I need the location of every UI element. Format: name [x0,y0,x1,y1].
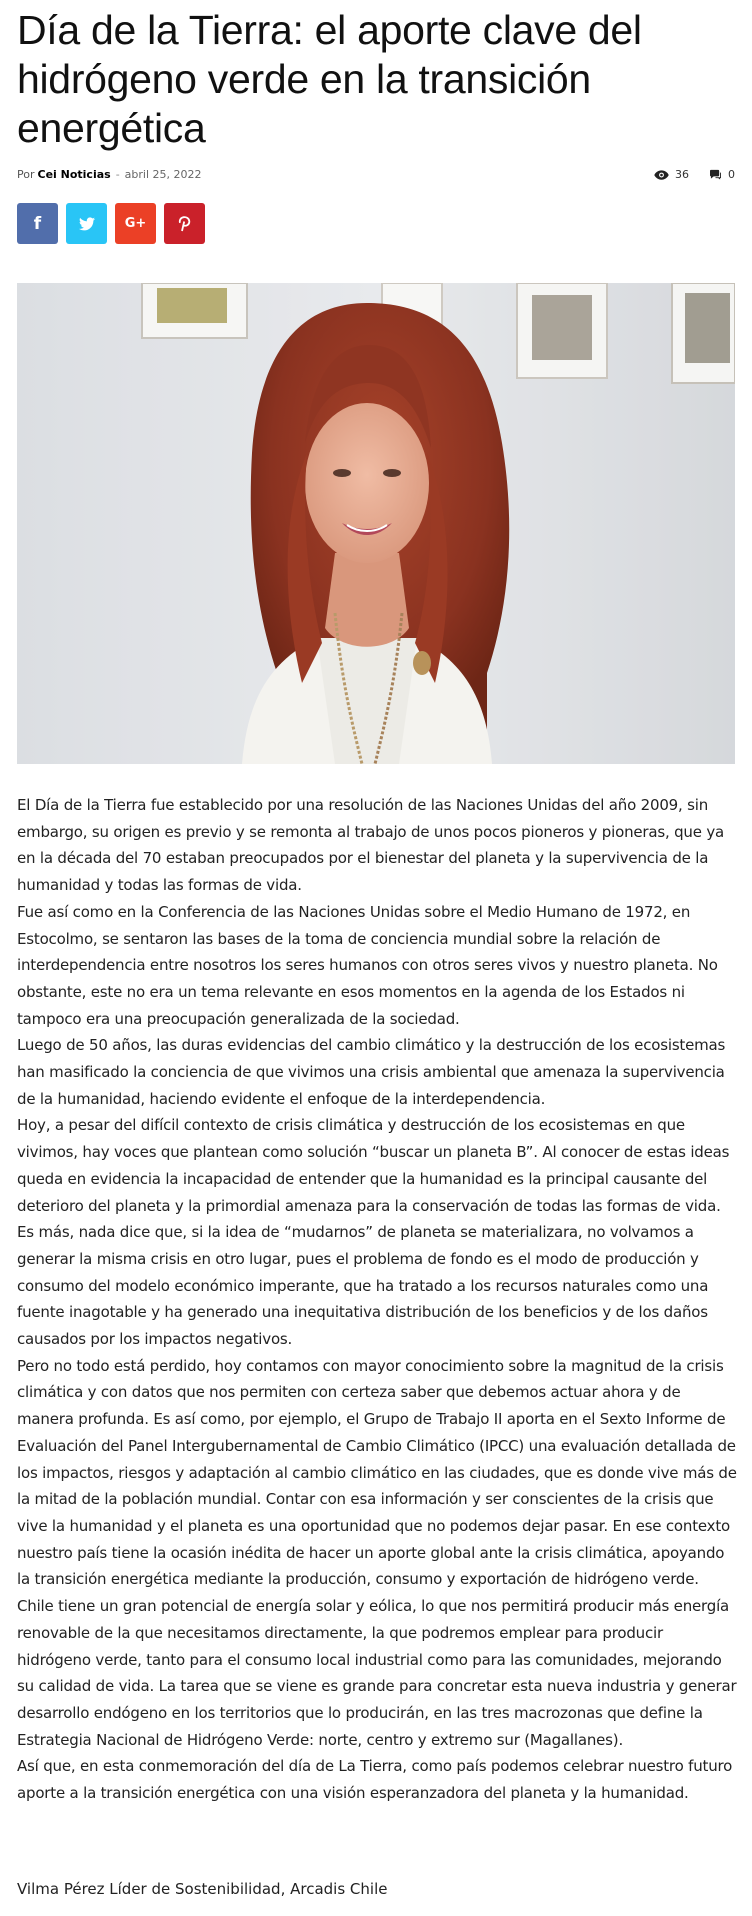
meta-separator: - [115,168,120,181]
twitter-icon [79,217,95,231]
comment-count[interactable] [709,168,735,181]
article-stats [654,168,735,181]
twitter-share-button[interactable] [66,203,107,244]
facebook-share-button[interactable] [17,203,58,244]
article-body [17,792,737,1807]
paragraph: El Día de la Tierra fue establecido por una resolución de las Naciones Unidas del año 2009, sin embargo, su origen es previo y se remonta al trabajo de unos pocos pioneros y pioneras, que ya en la década del 70 estaban preocupados por el bienestar del planeta y la supervivencia de la humanidad y todas las formas de vida. [17,796,725,895]
by-label: Por [17,168,35,181]
author-link[interactable]: Cei Noticias [37,168,111,181]
facebook-icon: f [33,213,42,234]
paragraph: Chile tiene un gran potencial de energía solar y eólica, lo que nos permitirá producir más energía renovable de la que necesitamos directamente, la que podremos emplear para producir hidrógeno verde, tanto para el consumo local industrial como para las comunidades, mejorando su calidad de vida. La tarea que se viene es grande para concretar esta nueva industria y generar desarrollo endógeno en los territorios que lo producirán, en las tres macrozonas que define la Estrategia Nacional de Hidrógeno Verde: norte, centro y extremo sur (Magallanes). [17,1597,737,1749]
paragraph: Luego de 50 años, las duras evidencias del cambio climático y la destrucción de los ecosistemas han masificado la conciencia de que vivimos una crisis ambiental que amenaza la supervivencia de la humanidad, haciendo evidente el enfoque de la interdependencia. [17,1036,726,1108]
hero-photo [17,283,735,764]
publish-date: abril 25, 2022 [124,168,202,181]
paragraph: Así que, en esta conmemoración del día de La Tierra, como país podemos celebrar nuestro futuro aporte a la transición energética con una visión esperanzadora del planeta y la humanidad. [17,1757,733,1803]
pinterest-share-button[interactable] [164,203,205,244]
paragraph: Fue así como en la Conferencia de las Naciones Unidas sobre el Medio Humano de 1972, en Estocolmo, se sentaron las bases de la toma de conciencia mundial sobre la relación de interdependencia entre nosotros los seres humanos con otros seres vivos y nuestro planeta. No obstante, este no era un tema relevante en esos momentos en la agenda de los Estados ni tampoco era una preocupación generalizada de la sociedad. [17,902,718,1028]
article-signature: Vilma Pérez Líder de Sostenibilidad, Arcadis Chile [17,1880,388,1898]
googleplus-icon: G+ [124,216,147,231]
paragraph: Hoy, a pesar del difícil contexto de crisis climática y destrucción de los ecosistemas en que vivimos, hay voces que plantean como solución “buscar un planeta B”. Al conocer de estas ideas queda en evidencia la incapacidad de entender que la humanidad es la principal causante del deterioro del planeta y la primordial amenaza para la conservación de todas las formas de vida. Es más, nada dice que, si la idea de “mudarnos” de planeta se materializara, no volvamos a generar la misma crisis en otro lugar, pues el problema de fondo es el modo de producción y consumo del modelo económico imperante, que ha tratado a los recursos naturales como una fuente inagotable y ha generado una inequitativa distribución de los beneficios y de los daños causados por los impactos negativos. [17,1116,730,1349]
comment-icon [709,169,722,180]
pinterest-icon [178,216,191,232]
googleplus-share-button[interactable] [115,203,156,244]
eye-icon [654,170,669,180]
share-bar [17,203,205,244]
view-count [654,168,689,181]
portrait-image [17,283,735,764]
view-count-value: 36 [675,168,689,181]
paragraph: Pero no todo está perdido, hoy contamos con mayor conocimiento sobre la magnitud de la crisis climática y con datos que nos permiten con certeza saber que debemos actuar ahora y de manera profunda. Es así como, por ejemplo, el Grupo de Trabajo II aporta en el Sexto Informe de Evaluación del Panel Intergubernamental de Cambio Climático (IPCC) una evaluación detallada de los impactos, riesgos y adaptación al cambio climático en las ciudades, que es donde vive más de la mitad de la población mundial. Contar con esa información y ser conscientes de la crisis que vive la humanidad y el planeta es una oportunidad que no podemos dejar pasar. En ese contexto nuestro país tiene la ocasión inédita de hacer un aporte global ante la crisis climática, apoyando la transición energética mediante la producción, consumo y exportación de hidrógeno verde. [17,1356,737,1589]
article-meta [17,168,735,186]
comment-count-value: 0 [728,168,735,181]
article-title: Día de la Tierra: el aporte clave del hidrógeno verde en la transición energética [17,7,642,151]
